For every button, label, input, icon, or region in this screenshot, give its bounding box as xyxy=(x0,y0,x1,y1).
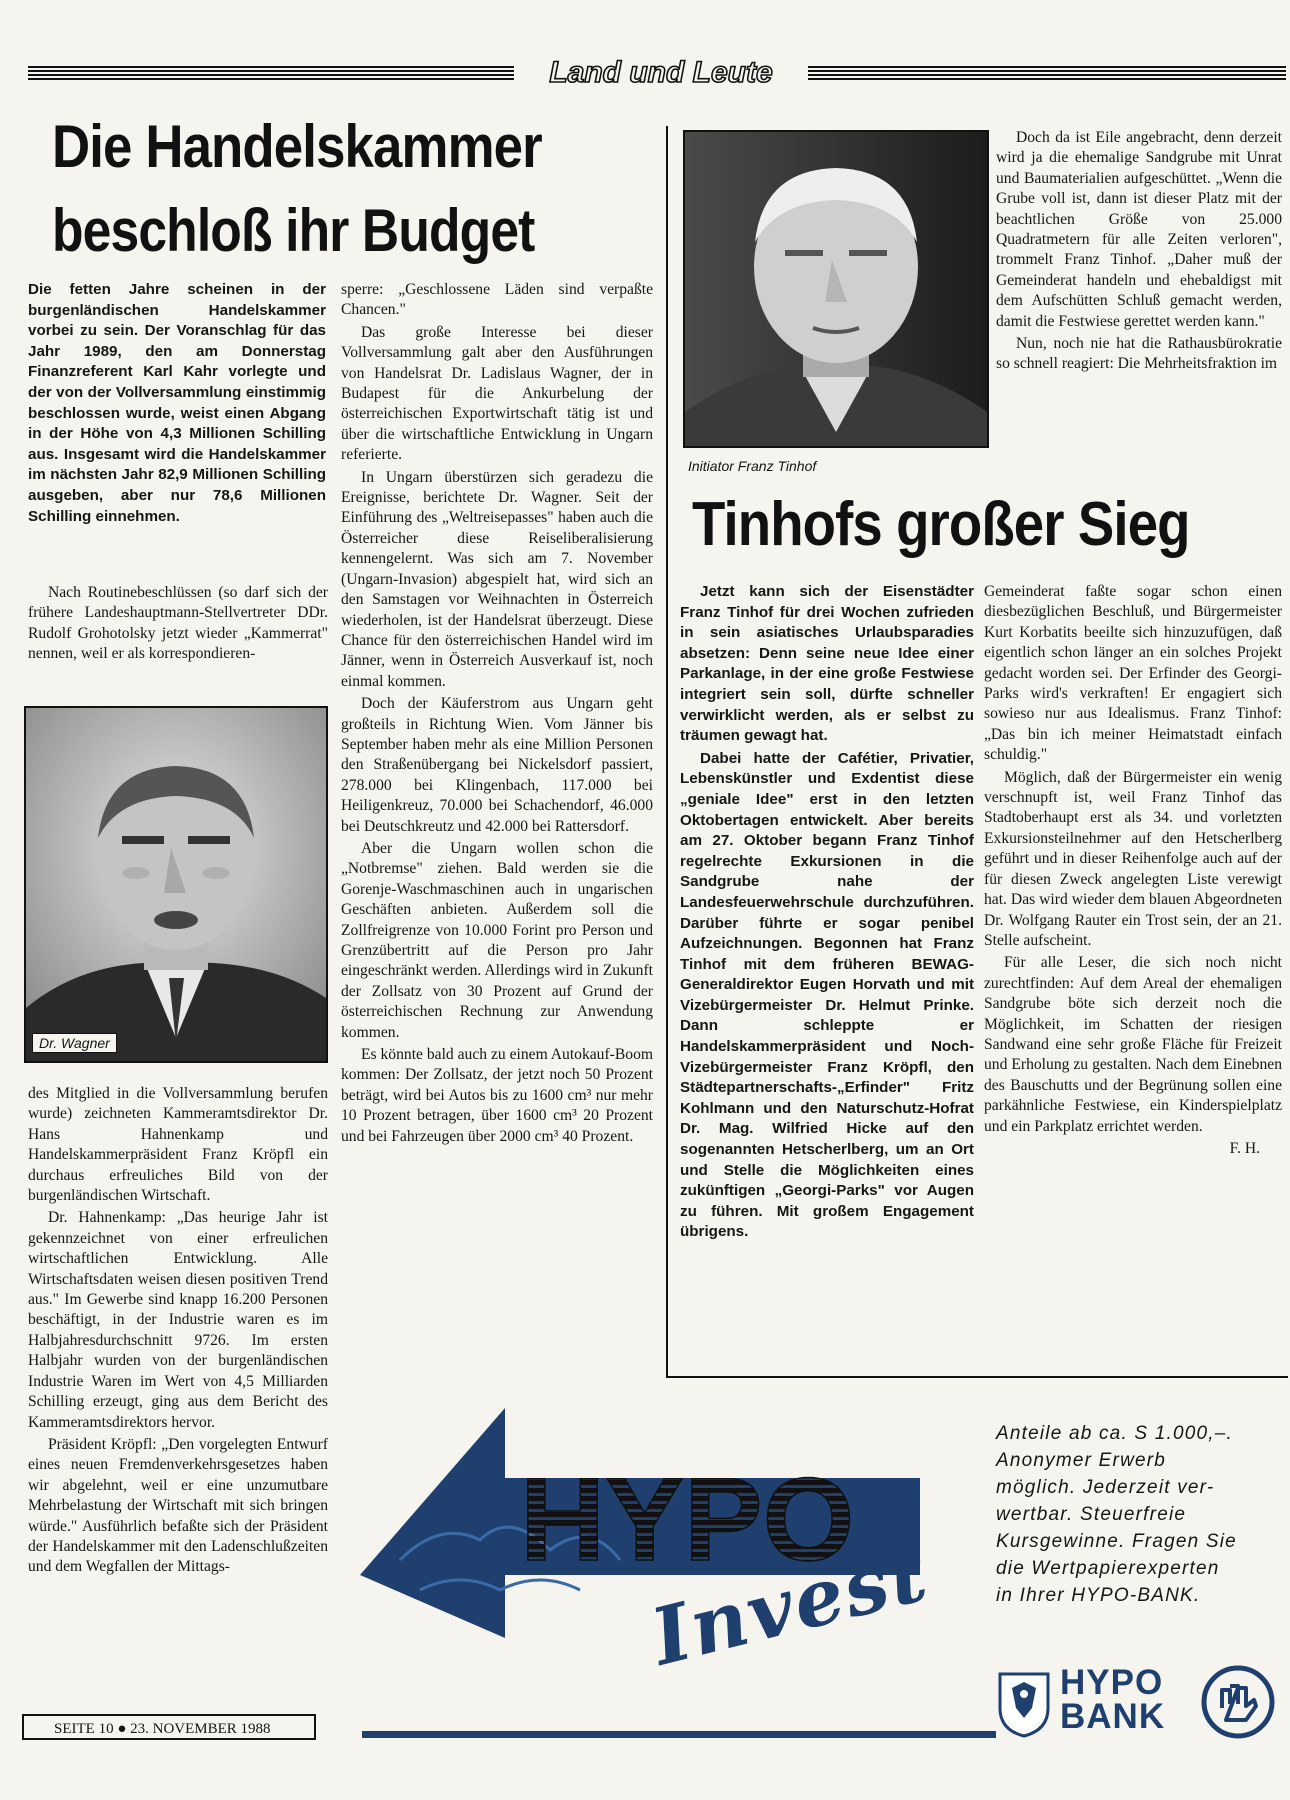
article2-paragraph: Dabei hatte der Cafétier, Privatier, Lebenskünstler und Exdentist diese „geniale Idee" erst in den letzten Oktobertagen entwickelt. Aber bereits am 27. Oktober begann Franz Tinhof regelrechte Exkursionen in die Sandgrube nahe der Landesfeuerwehrschule durchzuführen. Darüber führte er sogar penibel Aufzeichnungen. Begonnen hat Franz Tinhof mit dem früheren BEWAG-Generaldirektor Eugen Horvath und mit Vizebürgermeister Dr. Helmut Prinke. Dann schleppte er Handelskammerpräsident und Noch-Vizebürgermeister Franz Kröpfl, den Städtepartnerschafts-„Erfinder" Fritz Kohlmann und den Naturschutz-Hofrat Dr. Mag. Wilfried Hicke auf den sogenannten Hetscherlberg, um an Ort und Stelle die Möglichkeiten eines zukünftigen „Georgi-Parks" vor Augen zu führen. Mit großem Engagement übrigens. xyxy=(680,749,974,1241)
article1-paragraph: Es könnte bald auch zu einem Autokauf-Boom kommen: Der Zollsatz, der jetzt noch 50 Prozent beträgt, wird bei Autos bis zu 1600 cm³ nur mehr 10 Prozent betragen, über 1600 cm³ 20 Prozent und bei Fahrzeugen über 2000 cm³ 40 Prozent. xyxy=(341,1046,653,1145)
article2-top-col xyxy=(996,128,1282,377)
article2-paragraph: Nun, noch nie hat die Rathausbürokratie so schnell reagiert: Die Mehrheitsfraktion im xyxy=(996,335,1282,373)
article2-paragraph: Doch da ist Eile angebracht, denn derzeit wird ja die ehemalige Sandgrube mit Unrat und Baumaterialien aufgeschüttet. „Wenn die Grube voll ist, dann ist dieser Platz mit der beachtlichen Größe von 25.000 Quadratmetern für alle Zeiten verloren", trommelt Franz Tinhof. „Daher muß der Gemeinderat handeln und ehebaldigst mit dem Aufschütten Schluß gemacht werden, damit die Festwiese gerettet werden kann." xyxy=(996,129,1282,330)
article1-lead-text: Die fetten Jahre scheinen in der burgenländischen Handelskammer vorbei zu sein. Der Voranschlag für das Jahr 1989, den am Donnerstag Finanzreferent Karl Kahr vorlegte und der von der Vollversammlung einstimmig beschlossen wurde, weist einen Abgang in der Höhe von 4,3 Millionen Schilling aus. Insgesamt wird die Handelskammer im nächsten Jahr 82,9 Millionen Schilling ausgeben, aber nur 78,6 Millionen Schilling einnehmen. xyxy=(28,281,326,525)
dr-wagner-photo xyxy=(24,706,328,1063)
hypo-logo-word: HYPO xyxy=(520,1454,855,1586)
bank-line1: HYPO xyxy=(1060,1663,1164,1702)
footer-bullet: ● xyxy=(117,1721,127,1737)
section-title: Land und Leute xyxy=(549,56,773,89)
article1-paragraph: Aber die Ungarn wollen schon die „Notbremse" ziehen. Bald werden sie die Gorenje-Waschmaschinen auch in ungarischen Geschäften anbieten. Außerdem soll die Zollfreigrenze von 10.000 Forint pro Person und Grenzübertritt auf die Person pro Jahr eingeschränkt werden. Allerdings wird in Zukunft der Zollsatz von 30 Prozent auf Grund der österreichischen Rechnung zur Anwendung kommen. xyxy=(341,839,653,1041)
article2-paragraph: Für alle Leser, die sich noch nicht zurechtfinden: Auf dem Areal der ehemaligen Sandgrube böte sich derzeit noch die Möglichkeit, im Schatten der riesigen Sandwand eine sehr große Fläche für Freizeit und Erholung zu gestalten. Nach dem Einebnen des Bauschutts und der Begrünung sollen eine parkähnliche Festwiese, ein Kinderspielplatz und ein Parkplatz errichtet werden. xyxy=(984,954,1282,1135)
article1-col1-bottom xyxy=(28,1084,328,1580)
ad-copy-line: Kursgewinne. Fragen Sie xyxy=(996,1531,1237,1552)
portrait-image xyxy=(685,132,987,446)
coat-of-arms-icon xyxy=(996,1668,1052,1738)
article2-signature: F. H. xyxy=(1229,1139,1260,1157)
page-number: SEITE 10 xyxy=(54,1721,114,1737)
ad-copy-line: Anteile ab ca. S 1.000,–. xyxy=(996,1423,1234,1444)
article2-paragraph: Gemeinderat faßte sogar schon einen diesbezüglichen Beschluß, und Bürgermeister Kurt Korbatits beeilte sich hinzuzufügen, daß eigentlich schon länger an ein solches Projekt gedacht worden sei. Der Erfinder des Georgi-Parks wird's verkraften! Er engagiert sich sowieso nur aus Idealismus. Franz Tinhof: „Das bin ich meiner Heimatstadt einfach schuldig." xyxy=(984,583,1282,764)
article2-paragraph: Möglich, daß der Bürgermeister ein wenig verschnupft ist, weil Franz Tinhof das Stadtoberhaupt erst als 34. und vorletzten Exkursionsteilnehmer auf den Hetscherlberg geführt und in dieser Reihenfolge auch auf der für diesen Zweck angelegten Liste verewigt hat. Das wird wieder dem blauen Abgeordneten Dr. Wolfgang Rauter ein Trost sein, der an 21. Stelle aufscheint. xyxy=(984,768,1282,949)
portrait-image xyxy=(26,708,326,1061)
article1-headline-line2: beschloß ihr Budget xyxy=(52,197,535,264)
article1-paragraph: sperre: „Geschlossene Läden sind verpaßte Chancen." xyxy=(341,281,653,319)
ad-copy xyxy=(996,1420,1290,1609)
page-footer xyxy=(22,1714,316,1740)
article1-paragraph: Nach Routinebeschlüssen (so darf sich der frühere Landeshauptmann-Stellvertreter DDr. Rudolf Grohotolsky jetzt wieder „Kammerrat" nennen, weil er als korrespondieren- xyxy=(28,584,328,663)
section-rule-left xyxy=(28,66,514,80)
issue-date: 23. NOVEMBER 1988 xyxy=(130,1721,271,1737)
article2-paragraph: Jetzt kann sich der Eisenstädter Franz Tinhof für drei Wochen zufrieden in sein asiatisches Urlaubsparadies absetzen: Denn seine neue Idee einer Parkanlage, in der eine große Festwiese integriert sein soll, dürfte schneller verwirklicht werden, als er selbst zu träumen gewagt hat. xyxy=(680,583,974,745)
article2-col2 xyxy=(984,582,1282,1159)
tinhof-photo-caption: Initiator Franz Tinhof xyxy=(688,458,817,474)
ad-copy-line: Anonymer Erwerb xyxy=(996,1450,1167,1471)
bank-line2: BANK xyxy=(1060,1697,1166,1736)
dr-wagner-caption xyxy=(32,1033,117,1053)
article1-col2 xyxy=(341,280,653,1149)
hypo-invest-ad xyxy=(360,1400,1290,1750)
article1-headline-line1: Die Handelskammer xyxy=(52,113,542,180)
article2-headline: Tinhofs großer Sieg xyxy=(692,490,1190,559)
article1-paragraph: Präsident Kröpfl: „Den vorgelegten Entwurf eines neuen Fremdenverkehrsgesetzes haben wir abgelehnt, weil er eine unzumutbare Mehrbelastung der Wirtschaft mit sich bringen würde." Ausführlich befaßte sich der Präsident der Handelskammer mit den Ladenschlußzeiten und dem Wegfallen der Mittags- xyxy=(28,1435,328,1576)
article1-lead xyxy=(28,280,326,529)
ad-copy-line: in Ihrer HYPO-BANK. xyxy=(996,1585,1201,1606)
article1-paragraph: Dr. Hahnenkamp: „Das heurige Jahr ist gekennzeichnet von einer erfreulichen wirtschaftlichen Entwicklung. Alle Wirtschaftsdaten weisen diesen positiven Trend aus." Im Gewerbe sind knapp 16.200 Personen beschäftigt, in der Industrie waren es im Halbjahresdurchschnitt 9726. Im ersten Halbjahr wurden von der burgenländischen Industrie Waren im Wert von 4,5 Milliarden Schilling erzeugt, ging aus dem Bericht des Kammeramtsdirektors hervor. xyxy=(28,1209,328,1431)
ad-copy-line: wertbar. Steuerfreie xyxy=(996,1504,1187,1525)
hand-icon xyxy=(1200,1664,1276,1740)
dr-wagner-caption-text: Dr. Wagner xyxy=(39,1035,110,1051)
ad-copy-line: die Wertpapierexperten xyxy=(996,1558,1220,1579)
ad-copy-line: möglich. Jederzeit ver- xyxy=(996,1477,1215,1498)
tinhof-photo xyxy=(683,130,989,448)
article2-col1 xyxy=(680,582,974,1245)
article1-paragraph: Doch der Käuferstrom aus Ungarn geht großteils in Richtung Wien. Vom Jänner bis September haben mehr als eine Million Personen den Straßenübergang bei Nickelsdorf passiert, 278.000 bei Klingenbach, 117.000 bei Heiligenkreuz, 70.000 bei Schachendorf, 46.000 bei Deutschkreutz und 42.000 bei Rattersdorf. xyxy=(341,695,653,835)
article1-paragraph: Das große Interesse bei dieser Vollversammlung galt aber den Ausführungen von Handelsrat Dr. Ladislaus Wagner, der in Budapest für die Ankurbelung der österreichischen Exportwirtschaft tätig ist und über die wirtschaftliche Entwicklung in Ungarn referierte. xyxy=(341,323,653,464)
invest-script: Invest xyxy=(643,1527,937,1684)
footer-blue-rule xyxy=(362,1731,996,1738)
article1-paragraph: des Mitglied in die Vollversammlung berufen wurde) zeichneten Kammeramtsdirektor Dr. Hans Hahnenkamp und Handelskammerpräsident Franz Kröpfl ein durchaus erfreuliches Bild von der burgenländischen Wirtschaft. xyxy=(28,1085,328,1205)
article1-col1-top xyxy=(28,583,328,667)
hypo-bank-wordmark xyxy=(1060,1663,1166,1736)
section-rule-right xyxy=(808,66,1286,80)
article1-paragraph: In Ungarn überstürzen sich geradezu die Ereignisse, berichtete Dr. Wagner. Seit der Einführung des „Weltreisepasses" haben auch die Österreicher diese Reiseliberalisierung kennengelernt. Was sich am 7. November (Ungarn-Invasion) abgespielt hat, wird sich an den Samstagen vor Weihnachten in Österreich wiederholen, ist der Handelsrat überzeugt. Diese Chance für den österreichischen Handel wird im Jänner, wenn in Österreich Ausverkauf ist, noch einmal kommen. xyxy=(341,468,653,690)
